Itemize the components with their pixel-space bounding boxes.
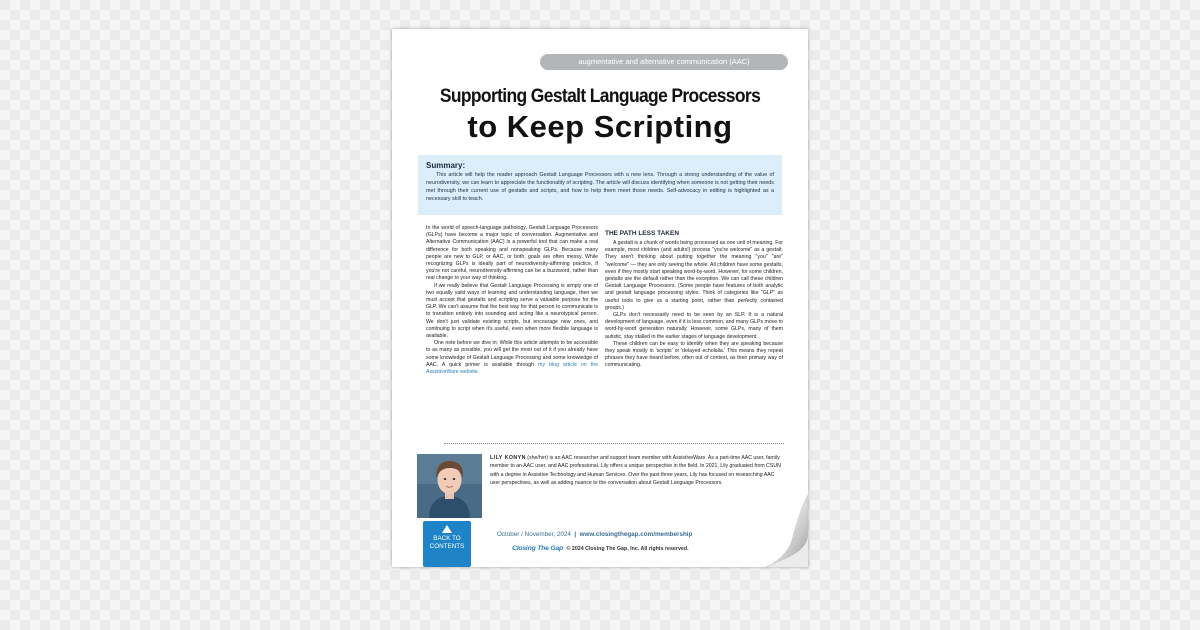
left-paragraph-2: If we really believe that Gestalt Language Processing is simply one of two equally valid ways of learning and understanding language, then we must accept that gestalts and scripting serve a valuable purpose for the GLP. We can't assume that the best way for that person to communicate is to transition entirely into sounding and acting like a neurotypical person. We don't just validate existing scripts, but encourage new ones, and continuing to script when it's useful, even when more flexible language is available. xyxy=(426,282,598,340)
title-line-1: Supporting Gestalt Language Processors xyxy=(439,86,761,107)
back-button-line-2: CONTENTS xyxy=(429,542,465,550)
summary-heading: Summary: xyxy=(426,161,466,170)
footer-copyright-line xyxy=(512,544,772,554)
footer-separator: | xyxy=(574,531,577,538)
author-divider xyxy=(444,443,784,444)
author-name: LILY KONYN xyxy=(490,455,526,461)
summary-text: This article will help the reader approach Gestalt Language Processors with a new lens. Through a strong understanding of the value of neurodiversity, we can learn to appreciate the functionality of scripting. The article will discuss identifying when someone is not getting their needs met through their current use of gestalts and scripts, and how to help them meet those needs. Self-advocacy in editing is highlighted as a necessary skill to teach. xyxy=(426,172,774,202)
right-paragraph-2: GLPs don't necessarily need to be seen by an SLP. It is a natural development of language, even if it is less common, and many GLPs move to word-by-word generation naturally. However, some GLPs, many of them autistic, stay stalled in the earlier stages of language development. xyxy=(605,312,783,340)
blog-article-link[interactable]: my blog article on the AssistiveWare website. xyxy=(426,361,598,376)
right-column xyxy=(605,230,783,370)
page-curl-icon[interactable] xyxy=(766,495,808,567)
footer-issue-line xyxy=(497,530,757,539)
author-portrait-icon xyxy=(417,454,482,518)
back-to-contents-button[interactable] xyxy=(423,521,471,567)
left-paragraph-3 xyxy=(426,340,598,376)
up-arrow-icon xyxy=(442,525,452,533)
magazine-page xyxy=(392,29,808,567)
section-heading: THE PATH LESS TAKEN xyxy=(605,230,680,237)
back-button-line-1: BACK TO xyxy=(433,535,461,542)
left-paragraph-1: In the world of speech-language pathology, Gestalt Language Processors (GLPs) have become a major topic of conversation. Augmentative and Alternative Communication (AAC) is a powerful tool that can make a real difference for both speaking and nonspeaking GLPs. Because many people are new to GLP, or AAC, or both, goals are often messy. While recognizing GLPs is ideally part of neurodiversity-affirming practice, if you're not careful, neurodiversity-affirming can be a buzzword, rather than real change to your way of thinking. xyxy=(426,225,598,282)
right-paragraph-3: These children can be easy to identify when they are speaking because they speak mostly in 'scripts' or 'delayed echolalia.' This means they repeat phrases they have heard before, often out of context, as their primary way of communicating. xyxy=(605,340,783,369)
copyright-text: © 2024 Closing The Gap, Inc. All rights reserved. xyxy=(566,546,689,552)
closing-the-gap-logo: Closing The Gap xyxy=(512,545,564,552)
author-bio xyxy=(490,454,786,487)
section-tag: augmentative and alternative communication (AAC) xyxy=(540,54,788,70)
issue-date: October / November, 2024 xyxy=(497,531,571,538)
membership-link[interactable]: www.closingthegap.com/membership xyxy=(579,531,693,538)
right-paragraph-1: A gestalt is a chunk of words being processed as one unit of meaning. For example, most children (and adults!) process "you're welcome" as a gestalt. They aren't thinking about putting together the meaning "you" "are" "welcome" — they are only seeing the whole. All children have some gestalts, even if they mostly start speaking word-by-word. However, for some children, gestalts are the default rather than the exception. We can call these children Gestalt Language Processors. (Some people have features of both analytic and gestalt language processing styles. Think of categories like "GLP" as useful tools to give us a starting point, rather than perfectly contained groups.) xyxy=(605,240,783,311)
author-avatar xyxy=(417,454,482,518)
author-bio-text: (she/her) is an AAC researcher and support team member with AssistiveWare. As a part-time AAC user, family member to an AAC user, and AAC professional, Lily offers a unique perspective in the field. In 2021, Lily graduated from CSUN with a degree in Assistive Technology and Human Services. Over the past three years, Lily has focused on researching AAC user perspectives, as well as adding nuance to the conversation about Gestalt Language Processors. xyxy=(490,455,781,486)
title-line-2: to Keep Scripting xyxy=(467,109,733,144)
left-paragraph-3-text: One note before we dive in: While this article attempts to be accessible to as many as possible, you will get the most out of it if you already have some knowledge of Gestalt Language Processing and some knowledge of AAC. A quick primer is available through xyxy=(426,340,598,368)
left-column xyxy=(426,225,598,376)
summary-box xyxy=(418,155,782,215)
